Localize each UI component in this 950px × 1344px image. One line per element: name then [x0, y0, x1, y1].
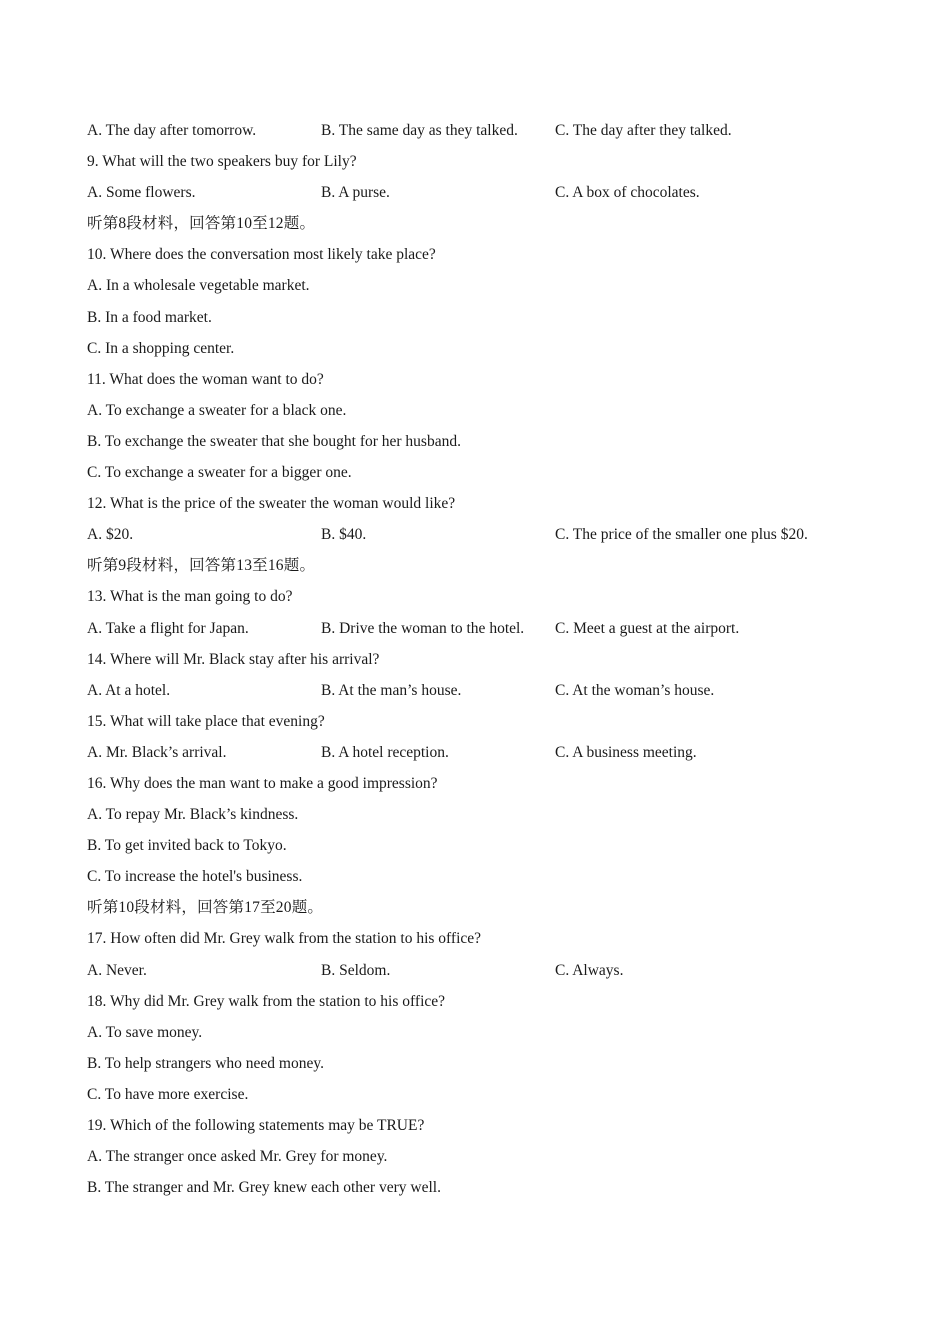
answer-option-a: A. Take a flight for Japan.	[87, 619, 249, 637]
answer-option: B. To get invited back to Tokyo.	[87, 837, 287, 855]
answer-option-c: C. Meet a guest at the airport.	[555, 619, 740, 637]
answer-option-b: B. A hotel reception.	[321, 743, 449, 761]
answer-option-c: C. The price of the smaller one plus $20.	[555, 526, 808, 544]
answer-option: A. To exchange a sweater for a black one.	[87, 401, 347, 419]
question-text: 15. What will take place that evening?	[87, 712, 325, 730]
answer-option: A. In a wholesale vegetable market.	[87, 277, 310, 295]
question-text: 13. What is the man going to do?	[87, 588, 293, 606]
answer-option: C. To increase the hotel's business.	[87, 868, 303, 886]
question-text: 9. What will the two speakers buy for Lily?	[87, 153, 357, 171]
answer-option-a: A. Some flowers.	[87, 184, 196, 202]
answer-option-c: C. The day after they talked.	[555, 122, 732, 139]
question-text: 12. What is the price of the sweater the woman would like?	[87, 495, 456, 513]
question-text: 18. Why did Mr. Grey walk from the station to his office?	[87, 992, 446, 1010]
answer-options-row	[87, 955, 887, 986]
answer-option: C. In a shopping center.	[87, 339, 235, 357]
section-instruction: 听第10段材料，回答第17至20题。	[87, 899, 324, 917]
answer-option: B. To exchange the sweater that she bought for her husband.	[87, 432, 461, 450]
answer-options-row	[87, 177, 887, 208]
answer-option-a: A. The day after tomorrow.	[87, 122, 257, 139]
answer-option-b: B. The same day as they talked.	[321, 122, 518, 139]
exam-page	[87, 115, 887, 1203]
answer-option-b: B. Seldom.	[321, 961, 391, 979]
question-text: 16. Why does the man want to make a good impression?	[87, 774, 438, 792]
answer-options-row	[87, 675, 887, 706]
answer-option-b: B. A purse.	[321, 184, 390, 202]
question-text: 11. What does the woman want to do?	[87, 370, 324, 388]
answer-option: B. In a food market.	[87, 308, 212, 326]
answer-option-c: C. A business meeting.	[555, 743, 697, 761]
section-instruction: 听第8段材料，回答第10至12题。	[87, 215, 316, 233]
answer-option-c: C. Always.	[555, 961, 624, 979]
answer-option-c: C. A box of chocolates.	[555, 184, 700, 202]
answer-options-row	[87, 613, 887, 644]
answer-option: C. To exchange a sweater for a bigger one.	[87, 464, 352, 482]
question-text: 10. Where does the conversation most likely take place?	[87, 246, 436, 264]
answer-option: B. The stranger and Mr. Grey knew each other very well.	[87, 1179, 441, 1197]
answer-options-row	[87, 115, 887, 146]
answer-option-b: B. At the man’s house.	[321, 681, 462, 699]
answer-option: B. To help strangers who need money.	[87, 1054, 324, 1072]
question-text: 14. Where will Mr. Black stay after his arrival?	[87, 650, 380, 668]
answer-option-c: C. At the woman’s house.	[555, 681, 715, 699]
answer-options-row	[87, 519, 887, 550]
answer-option-a: A. Never.	[87, 961, 147, 979]
answer-option: A. The stranger once asked Mr. Grey for money.	[87, 1148, 388, 1166]
answer-option-b: B. Drive the woman to the hotel.	[321, 619, 525, 637]
answer-option-a: A. $20.	[87, 526, 134, 544]
section-instruction: 听第9段材料，回答第13至16题。	[87, 557, 316, 575]
answer-options-row	[87, 737, 887, 768]
answer-option-a: A. Mr. Black’s arrival.	[87, 743, 227, 761]
answer-option: A. To repay Mr. Black’s kindness.	[87, 806, 299, 824]
answer-option: C. To have more exercise.	[87, 1085, 249, 1103]
answer-option-b: B. $40.	[321, 526, 367, 544]
answer-option-a: A. At a hotel.	[87, 681, 171, 699]
question-text: 19. Which of the following statements may be TRUE?	[87, 1117, 425, 1134]
question-text: 17. How often did Mr. Grey walk from the station to his office?	[87, 930, 482, 948]
answer-option: A. To save money.	[87, 1023, 203, 1041]
